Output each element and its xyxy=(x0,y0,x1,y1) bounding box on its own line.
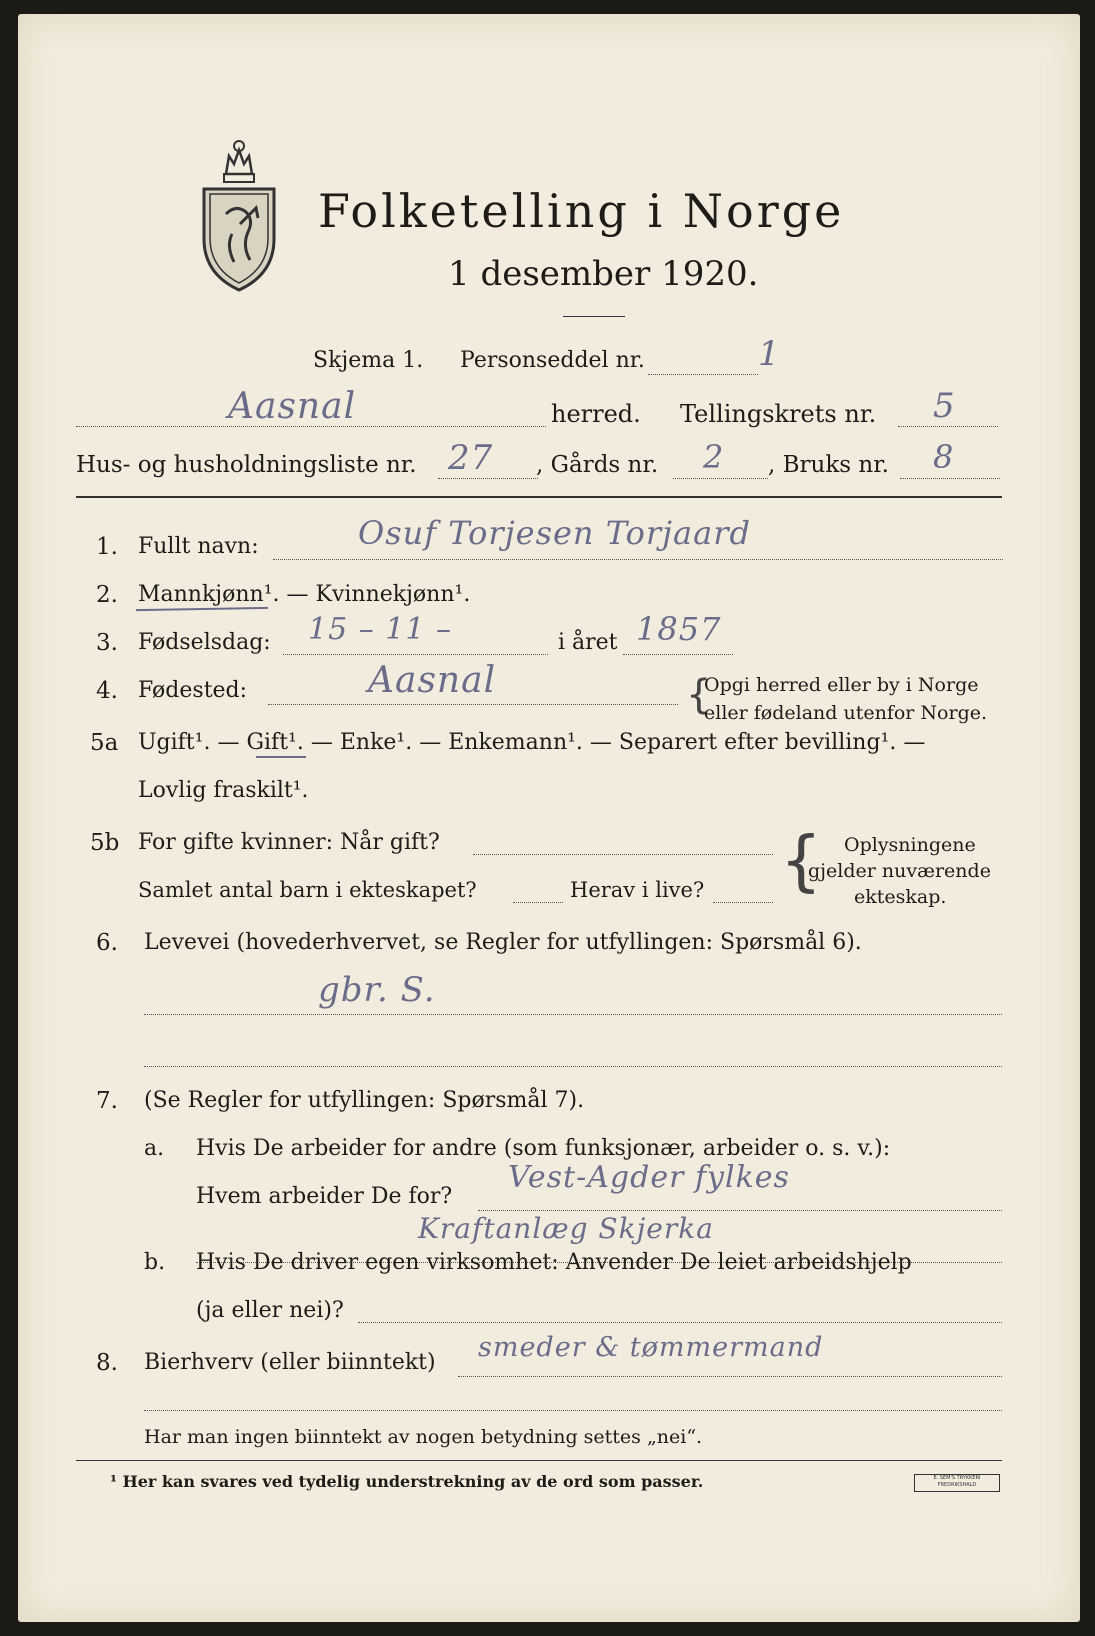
form-date: 1 desember 1920. xyxy=(448,254,759,294)
q5b-label-3: Herav i live? xyxy=(570,878,705,902)
form-title: Folketelling i Norge xyxy=(318,184,845,238)
q5a-gift-underline xyxy=(256,756,306,758)
census-form xyxy=(18,14,1080,1622)
q3-label: Fødselsdag: xyxy=(138,630,271,655)
q7b-label: Hvis De driver egen virksomhet: Anvender De leiet arbeidshjelp xyxy=(196,1250,912,1275)
gards-value: 2 xyxy=(703,438,725,476)
q4-line xyxy=(268,704,678,705)
q4-label: Fødested: xyxy=(138,678,248,703)
herred-value: Aasnal xyxy=(228,386,357,427)
q7b-line xyxy=(358,1322,1002,1323)
q5b-brace: { xyxy=(780,822,822,899)
q5a-number: 5a xyxy=(90,730,119,756)
herred-label: herred. xyxy=(551,400,641,428)
q5b-line-2 xyxy=(513,902,563,903)
husliste-line xyxy=(438,478,538,479)
gards-line xyxy=(673,478,768,479)
q5b-line-3 xyxy=(713,902,773,903)
q7b-label-2: (ja eller nei)? xyxy=(196,1298,344,1323)
bruks-value: 8 xyxy=(933,438,955,476)
q6-value: gbr. S. xyxy=(318,970,436,1010)
q4-brace: { xyxy=(686,672,712,718)
q6-line-2 xyxy=(144,1066,1002,1067)
q5b-label: For gifte kvinner: Når gift? xyxy=(138,830,440,855)
q6-number: 6. xyxy=(96,930,118,956)
q5b-note-2: gjelder nuværende xyxy=(808,860,991,882)
q5a-label: Ugift¹. — Gift¹. — Enke¹. — Enkemann¹. — Separert efter bevilling¹. — xyxy=(138,730,926,755)
q1-number: 1. xyxy=(96,534,118,560)
q8-value: smeder & tømmermand xyxy=(478,1332,824,1363)
q3-number: 3. xyxy=(96,630,118,656)
bruks-label: , Bruks nr. xyxy=(768,452,889,478)
q7-label: (Se Regler for utfyllingen: Spørsmål 7). xyxy=(144,1088,585,1113)
tellingskrets-value: 5 xyxy=(933,386,956,426)
footnote: ¹ Her kan svares ved tydelig understrekning av de ord som passer. xyxy=(110,1472,704,1491)
q7b-letter: b. xyxy=(144,1250,166,1275)
q2-number: 2. xyxy=(96,582,118,608)
tellingskrets-label: Tellingskrets nr. xyxy=(680,400,877,428)
q2-label: Mannkjønn¹. — Kvinnekjønn¹. xyxy=(138,582,471,607)
q3-year-value: 1857 xyxy=(636,610,722,648)
q3-line xyxy=(283,654,548,655)
q7a-value: Vest-Agder fylkes xyxy=(508,1160,790,1195)
title-divider xyxy=(563,316,625,317)
q5a-label-2: Lovlig fraskilt¹. xyxy=(138,778,309,803)
tellingskrets-line xyxy=(898,426,998,427)
skjema-label: Skjema 1. xyxy=(313,348,424,373)
q4-note-2: eller fødeland utenfor Norge. xyxy=(704,702,988,724)
personseddel-value: 1 xyxy=(758,334,781,374)
printer-stamp-text: E. SEM'S TRYKKERI FREDRIKSHALD xyxy=(933,1475,981,1488)
q5b-line xyxy=(473,854,773,855)
q7a-label: Hvis De arbeider for andre (som funksjonær, arbeider o. s. v.): xyxy=(196,1136,891,1161)
q4-number: 4. xyxy=(96,678,118,704)
q8-label: Bierhverv (eller biinntekt) xyxy=(144,1350,436,1375)
personseddel-line xyxy=(648,374,758,375)
q2-mannkjonn-underline xyxy=(136,607,268,611)
q5b-number: 5b xyxy=(90,830,120,856)
q1-value: Osuf Torjesen Torjaard xyxy=(358,514,751,552)
q5b-note-1: Oplysningene xyxy=(844,834,976,856)
q8-line xyxy=(458,1376,1002,1377)
q6-label: Levevei (hovederhvervet, se Regler for utfyllingen: Spørsmål 6). xyxy=(144,930,862,955)
q3-year-line xyxy=(623,654,733,655)
header-divider xyxy=(76,496,1002,498)
q4-note-1: Opgi herred eller by i Norge xyxy=(704,674,979,696)
bruks-line xyxy=(900,478,1000,479)
q8-line-2 xyxy=(144,1410,1002,1411)
husliste-label: Hus- og husholdningsliste nr. xyxy=(76,452,417,478)
q6-line xyxy=(144,1014,1002,1015)
q7a-line xyxy=(478,1210,1002,1211)
q5b-label-2: Samlet antal barn i ekteskapet? xyxy=(138,878,477,902)
personseddel-label: Personseddel nr. xyxy=(460,348,645,373)
q1-label: Fullt navn: xyxy=(138,534,259,559)
gards-label: , Gårds nr. xyxy=(536,452,659,478)
footer-note: Har man ingen biinntekt av nogen betydning settes „nei“. xyxy=(144,1426,703,1448)
q7a-value-2: Kraftanlæg Skjerka xyxy=(418,1212,714,1245)
q7a-letter: a. xyxy=(144,1136,165,1161)
q3-year-label: i året xyxy=(558,630,618,655)
footer-divider xyxy=(76,1460,1002,1461)
printer-stamp xyxy=(914,1474,1000,1492)
q7-number: 7. xyxy=(96,1088,118,1114)
norway-coat-of-arms-icon xyxy=(196,134,282,294)
q8-number: 8. xyxy=(96,1350,118,1376)
q7a-label-2: Hvem arbeider De for? xyxy=(196,1184,453,1209)
q4-value: Aasnal xyxy=(368,660,497,701)
q5b-note-3: ekteskap. xyxy=(854,886,947,908)
husliste-value: 27 xyxy=(448,438,494,478)
q1-line xyxy=(273,559,1003,560)
q3-value: 15 – 11 – xyxy=(308,612,452,647)
